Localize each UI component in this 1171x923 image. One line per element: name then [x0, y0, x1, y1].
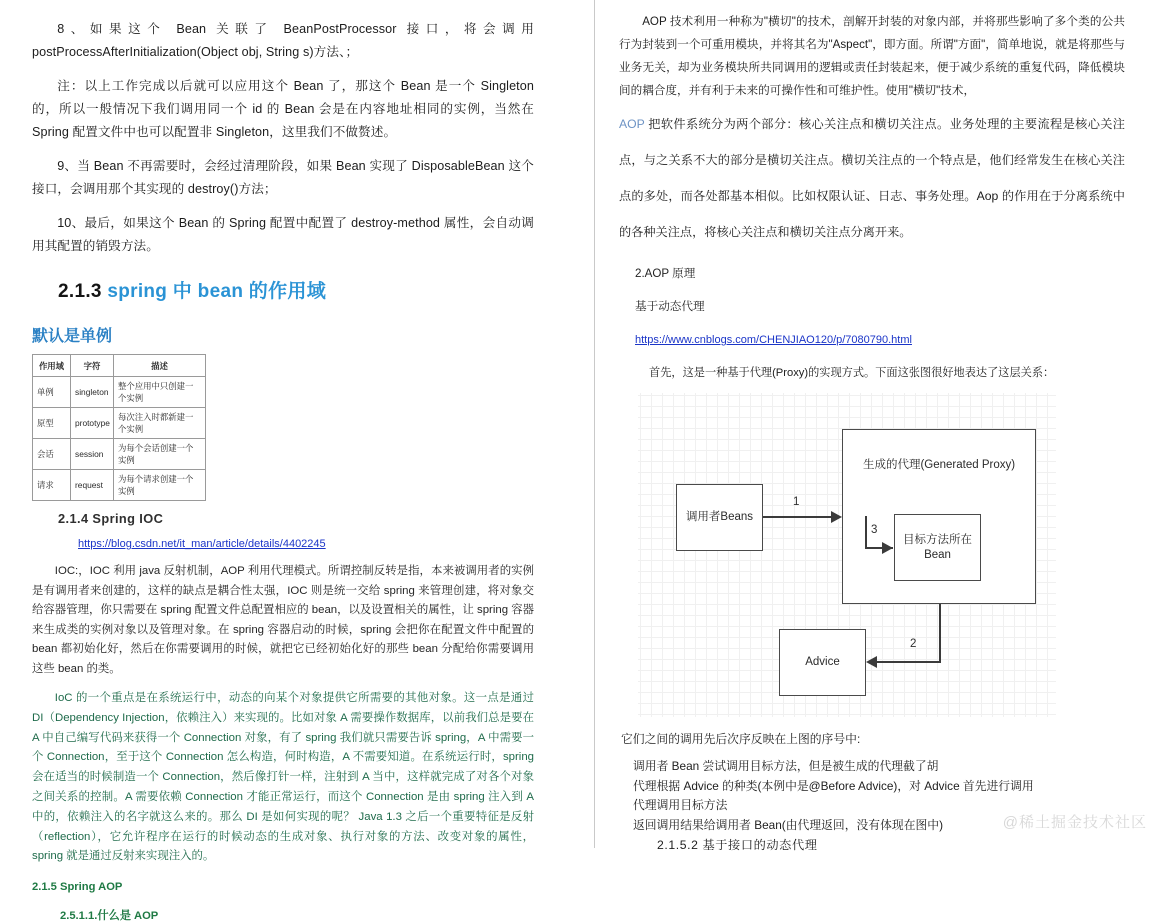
table-row	[33, 439, 206, 470]
paragraph-di-explanation: IoC 的一个重点是在系统运行中，动态的向某个对象提供它所需要的其他对象。这一点是通过 DI（Dependency Injection，依赖注入）来实现的。比如对象 A 需要操作数据库，以前我们总是要在 A 中自己编写代码来获得一个 Connection 对象，有了 spring 我们就只需要告诉 spring，A 中需要一个 Connection，至于这个 Connection 怎么构造，何时构造，A 不需要知道。在系统运行时，spring 会在适当的时候制造一个 Connection，然后像打针一样，注射到 A 当中，这样就完成了对各个对象之间关系的控制。A 需要依赖 Connection 才能正常运行，而这个 Connection 是由 spring 注入到 A 中的，依赖注入的名字就这么来的。那么 DI 是如何实现的呢？ Java 1.3 之后一个重要特征是反射（reflection），它允许程序在运行的时候动态的生成对象、执行对象的方法、改变对象的属性，spring 就是通过反射来实现注入的。	[32, 692, 534, 863]
table-header-keyword: 字符	[71, 355, 114, 377]
heading-2-1-3-text: spring 中 bean 的作用域	[107, 281, 326, 302]
diagram-node-target-bean	[894, 514, 981, 581]
diagram-node-target-bean-line2: Bean	[924, 548, 951, 561]
table-row	[33, 408, 206, 439]
heading-2-1-3-number: 2.1.3	[58, 281, 102, 302]
paragraph-step-9: 9、当 Bean 不再需要时，会经过清理阶段，如果 Bean 实现了 DisposableBean 这个接口，会调用那个其实现的 destroy()方法；	[32, 159, 534, 196]
subheading-default-singleton: 默认是单例	[32, 328, 113, 345]
cell-scope: 单例	[33, 377, 71, 408]
heading-2-5-1-1: 2.5.1.1.什么是 AOP	[60, 910, 159, 923]
watermark: @稀土掘金技术社区	[1002, 814, 1147, 831]
link-ioc-csdn[interactable]: https://blog.csdn.net/it_man/article/details/4402245	[78, 538, 326, 550]
paragraph-sequence-intro: 它们之间的调用先后次序反映在上图的序号中:	[621, 732, 861, 746]
paragraph-proxy-note: 首先，这是一种基于代理(Proxy)的实现方式。下面这张图很好地表达了这层关系：	[649, 367, 1055, 379]
paragraph-aop-intro: AOP 技术利用一种称为"横切"的技术，剖解开封装的对象内部，并将那些影响了多个类的公共行为封装到一个可重用模块，并将其名为"Aspect"，即方面。所谓"方面"，简单地说，就是将那些与业务无关，却为业务模块所共同调用的逻辑或责任封装起来，便于减少系统的重复代码，降低模块间的耦合度，并有利于未来的可操作性和可维护性。使用"横切"技术，	[619, 15, 1125, 97]
paragraph-step-10: 10、最后，如果这个 Bean 的 Spring 配置中配置了 destroy-method 属性，会自动调用其配置的销毁方法。	[32, 216, 534, 253]
bean-scope-table	[32, 354, 206, 501]
list-item: 代理根据 Advice 的种类(本例中是@Before Advice)，对 Advice 首先进行调用	[633, 778, 1034, 793]
diagram-edge-1-line	[763, 516, 832, 518]
cell-description: 为每个会话创建一个实例	[114, 439, 206, 470]
table-header-description: 描述	[114, 355, 206, 377]
heading-2-1-3	[58, 276, 534, 303]
aop-lead-word: AOP	[619, 117, 645, 131]
table-header-scope: 作用域	[33, 355, 71, 377]
cell-keyword: singleton	[71, 377, 114, 408]
diagram-edge-3-arrowhead	[882, 542, 893, 554]
diagram-node-advice-label: Advice	[805, 656, 840, 668]
diagram-edge-3-label: 3	[871, 524, 878, 536]
cell-keyword: prototype	[71, 408, 114, 439]
diagram-node-generated-proxy-label: 生成的代理(Generated Proxy)	[862, 459, 1016, 471]
diagram-node-target-bean-label	[903, 533, 972, 563]
diagram-edge-2-label: 2	[910, 638, 917, 650]
right-column	[595, 0, 1171, 853]
diagram-edge-2-arrowhead	[866, 656, 877, 668]
aop-split-body: 把软件系统分为两个部分：核心关注点和横切关注点。业务处理的主要流程是核心关注点，与之关系不大的部分是横切关注点。横切关注点的一个特点是，他们经常发生在核心关注点的多处，而各处都基本相似。比如权限认证、日志、事务处理。Aop 的作用在于分离系统中的各种关注点，将核心关注点和横切关注点分离开来。	[619, 117, 1125, 239]
diagram-edge-2-horizontal	[877, 661, 941, 663]
list-item: 调用者 Bean 尝试调用目标方法，但是被生成的代理截了胡	[633, 759, 939, 773]
diagram-node-caller-beans-label: 调用者Beans	[685, 511, 754, 523]
heading-aop-principle: 2.AOP 原理	[635, 267, 696, 280]
list-item: 返回调用结果给调用者 Bean(由代理返回，没有体现在图中)	[633, 817, 944, 832]
paragraph-ioc-explanation: IOC:，IOC 利用 java 反射机制，AOP 利用代理模式。所谓控制反转是指，本来被调用者的实例是有调用者来创建的，这样的缺点是耦合性太强，IOC 则是统一交给 spring 来管理创建，将对象交给容器管理，你只需要在 spring 配置文件总配置相应的 bean，以及设置相关的属性，让 spring 容器来生成类的实例对象以及管理对象。在 spring 容器启动的时候，spring 会把你在配置文件中配置的 bean 都初始化好，然后在你需要调用的时候，就把它已经初始化好的那些 bean 分配给你需要调用这些 bean 的类。	[32, 565, 534, 675]
list-item: 代理调用目标方法	[633, 798, 728, 812]
paragraph-note: 注：以上工作完成以后就可以应用这个 Bean 了，那这个 Bean 是一个 Singleton 的，所以一般情况下我们调用同一个 id 的 Bean 会是在内容地址相同的实例，当然在 Spring 配置文件中也可以配置非 Singleton，这里我们不做赘述。	[32, 79, 534, 139]
table-header-row	[33, 355, 206, 377]
diagram-edge-1-label: 1	[793, 496, 800, 508]
diagram-edge-2-vertical	[939, 604, 941, 663]
heading-aop-dynamic-proxy: 基于动态代理	[635, 300, 705, 313]
cell-scope: 会话	[33, 439, 71, 470]
diagram-node-target-bean-line1: 目标方法所在	[903, 533, 972, 546]
link-aop-cnblogs[interactable]: https://www.cnblogs.com/CHENJIAO120/p/7080790.html	[635, 334, 912, 346]
heading-2-1-5: 2.1.5 Spring AOP	[32, 881, 123, 894]
cell-scope: 原型	[33, 408, 71, 439]
cell-keyword: request	[71, 470, 114, 501]
cell-scope: 请求	[33, 470, 71, 501]
paragraph-aop-split	[619, 106, 1125, 250]
cell-keyword: session	[71, 439, 114, 470]
cell-description: 为每个请求创建一个实例	[114, 470, 206, 501]
table-row	[33, 377, 206, 408]
diagram-node-advice	[779, 629, 866, 696]
cell-description: 整个应用中只创建一个实例	[114, 377, 206, 408]
heading-2-1-4: 2.1.4 Spring IOC	[58, 511, 164, 526]
table-row	[33, 470, 206, 501]
heading-2-1-5-2: 2.1.5.2 基于接口的动态代理	[657, 838, 818, 852]
link-ioc-wrapper	[78, 534, 534, 552]
paragraph-step-8: 8、如果这个 Bean 关联了 BeanPostProcessor 接口，将会调用 postProcessAfterInitialization(Object obj, String s)方法、；	[32, 22, 534, 59]
cell-description: 每次注入时都新建一个实例	[114, 408, 206, 439]
aop-proxy-diagram	[637, 392, 1057, 718]
link-aop-wrapper	[635, 330, 1125, 348]
diagram-edge-3-vertical	[865, 516, 867, 549]
diagram-node-caller-beans	[676, 484, 763, 551]
diagram-edge-1-arrowhead	[831, 511, 842, 523]
